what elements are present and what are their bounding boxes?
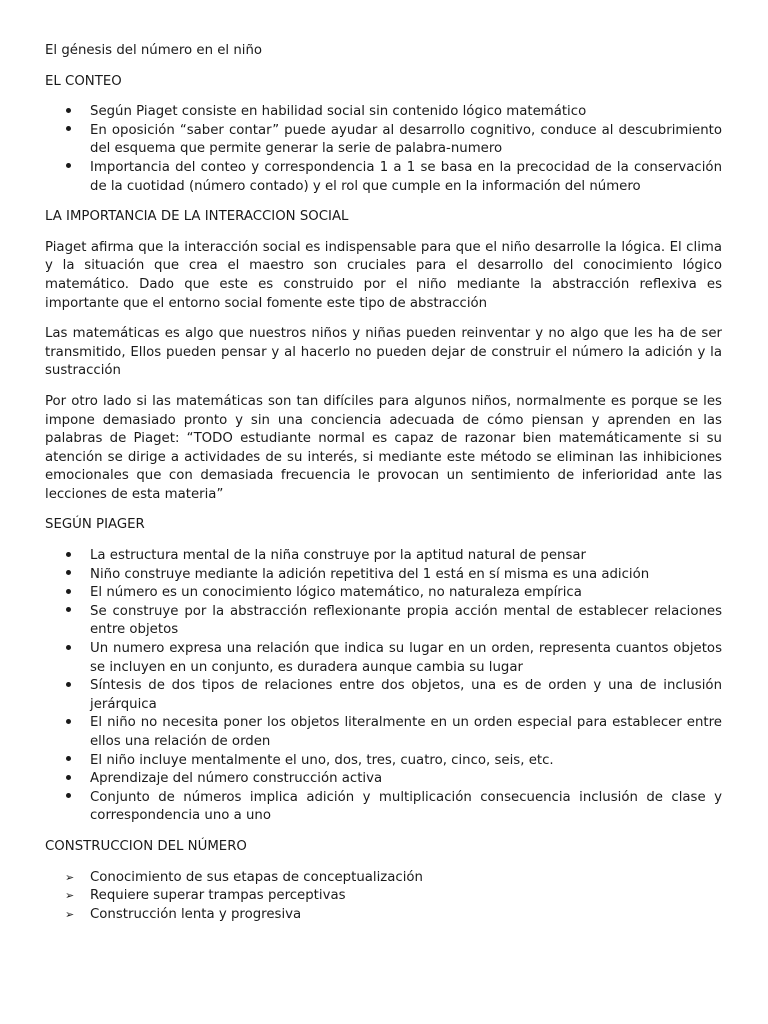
- bullet-icon: [66, 770, 82, 789]
- bullet-icon: [66, 677, 82, 696]
- bullet-icon: [66, 789, 82, 808]
- list-item: El número es un conocimiento lógico matemático, no naturaleza empírica: [45, 584, 722, 603]
- section-heading-construccion: CONSTRUCCION DEL NÚMERO: [45, 838, 247, 854]
- paragraph: Piaget afirma que la interacción social es indispensable para que el niño desarrolle la lógica. El clima y la situación que crea el maestro son cruciales para el desarrollo del conocimiento lógico matemático. Dado que este es construido por el niño mediante la abstracción reflexiva es importante que el entorno social fomente este tipo de abstracción: [45, 239, 722, 311]
- list-item: Un numero expresa una relación que indica su lugar en un orden, representa cuantos objetos se incluyen en un conjunto, es duradera aunque cambia su lugar: [45, 640, 722, 677]
- list-item: Según Piaget consiste en habilidad social sin contenido lógico matemático: [45, 103, 722, 122]
- bullet-icon: [66, 640, 82, 659]
- list-item: La estructura mental de la niña construye por la aptitud natural de pensar: [45, 547, 722, 566]
- section-heading-interaccion: LA IMPORTANCIA DE LA INTERACCION SOCIAL: [45, 209, 349, 225]
- document-page: [45, 42, 722, 936]
- document-title: El génesis del número en el niño: [45, 43, 263, 58]
- piager-list: [45, 547, 722, 826]
- bullet-icon: [66, 159, 82, 178]
- bullet-icon: [66, 103, 82, 122]
- list-item: ➢ Conocimiento de sus etapas de conceptualización: [45, 869, 722, 888]
- section-heading-piager: SEGÚN PIAGER: [45, 517, 145, 533]
- bullet-icon: [66, 603, 82, 622]
- bullet-icon: [66, 584, 82, 603]
- list-item: Se construye por la abstracción reflexionante propia acción mental de establecer relaciones entre objetos: [45, 603, 722, 640]
- list-item: Aprendizaje del número construcción activa: [45, 770, 722, 789]
- list-item: En oposición “saber contar” puede ayudar al desarrollo cognitivo, conduce al descubrimiento del esquema que permite generar la serie de palabra-numero: [45, 122, 722, 159]
- list-item: Síntesis de dos tipos de relaciones entre dos objetos, una es de orden y una de inclusión jerárquica: [45, 677, 722, 714]
- list-item: ➢ Requiere superar trampas perceptivas: [45, 887, 722, 906]
- paragraph: Por otro lado si las matemáticas son tan difíciles para algunos niños, normalmente es porque se les impone demasiado pronto y sin una conciencia adecuada de cómo piensan y aprenden en las palabras de Piaget: “TODO estudiante normal es capaz de razonar bien matemáticamente si su atención se dirige a actividades de su interés, si mediante este método se eliminan las inhibiciones emocionales que con demasiada frecuencia le provocan un sentimiento de inferioridad ante las lecciones de esta materia”: [45, 393, 722, 502]
- section-heading-conteo: EL CONTEO: [45, 73, 122, 89]
- construccion-list: [45, 869, 722, 925]
- bullet-icon: [66, 547, 82, 566]
- list-item: El niño no necesita poner los objetos literalmente en un orden especial para establecer entre ellos una relación de orden: [45, 714, 722, 751]
- conteo-list: [45, 103, 722, 196]
- list-item: Importancia del conteo y correspondencia 1 a 1 se basa en la precocidad de la conservación de la cuotidad (número contado) y el rol que cumple en la información del número: [45, 159, 722, 196]
- list-item: Conjunto de números implica adición y multiplicación consecuencia inclusión de clase y correspondencia uno a uno: [45, 789, 722, 826]
- list-item: El niño incluye mentalmente el uno, dos, tres, cuatro, cinco, seis, etc.: [45, 752, 722, 771]
- arrow-bullet-icon: ➢: [65, 870, 75, 884]
- bullet-icon: [66, 122, 82, 141]
- arrow-bullet-icon: ➢: [65, 907, 75, 921]
- arrow-bullet-icon: ➢: [65, 889, 75, 903]
- bullet-icon: [66, 752, 82, 771]
- bullet-icon: [66, 714, 82, 733]
- list-item: ➢ Construcción lenta y progresiva: [45, 906, 722, 925]
- paragraph: Las matemáticas es algo que nuestros niños y niñas pueden reinventar y no algo que les ha de ser transmitido, Ellos pueden pensar y al hacerlo no pueden dejar de construir el número la adición y la sustracción: [45, 326, 722, 379]
- list-item: Niño construye mediante la adición repetitiva del 1 está en sí misma es una adición: [45, 566, 722, 585]
- bullet-icon: [66, 566, 82, 585]
